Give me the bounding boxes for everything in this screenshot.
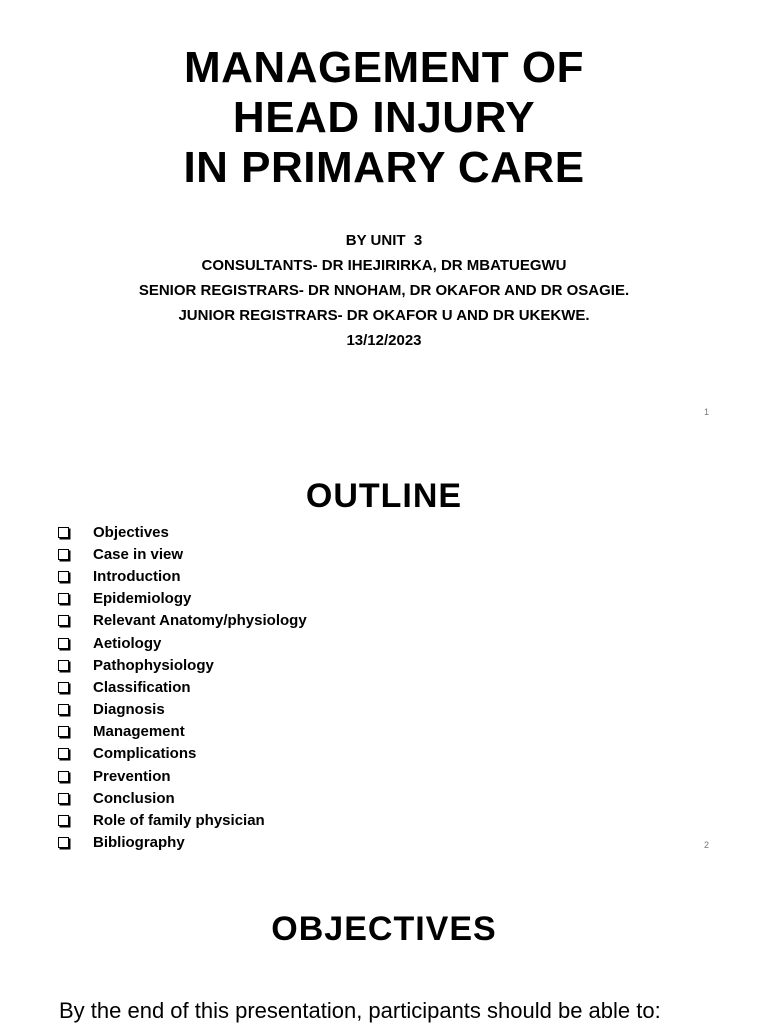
- title-line-2: HEAD INJURY: [232, 93, 536, 142]
- list-item-label: Introduction: [93, 567, 181, 585]
- list-item: [58, 787, 307, 809]
- checkbox-icon: [58, 748, 69, 759]
- list-item-label: Case in view: [93, 545, 184, 563]
- outline-title: OUTLINE: [305, 477, 463, 515]
- list-item-label: Diagnosis: [93, 701, 165, 719]
- list-item-label: Complications: [93, 745, 197, 763]
- checkbox-icon: [58, 527, 69, 538]
- list-item: [58, 632, 307, 654]
- checkbox-icon: [58, 549, 69, 560]
- list-item-label: Classification: [93, 678, 191, 696]
- outline-list: [58, 521, 307, 854]
- list-item: [58, 832, 307, 854]
- list-item: [58, 588, 307, 610]
- list-item: [58, 809, 307, 831]
- list-item-label: Relevant Anatomy/physiology: [93, 612, 307, 630]
- list-item: [58, 654, 307, 676]
- title-line-3: IN PRIMARY CARE: [183, 143, 585, 192]
- list-item: [58, 721, 307, 743]
- byline-date: 13/12/2023: [346, 332, 422, 349]
- list-item-label: Aetiology: [93, 634, 162, 652]
- list-item-label: Epidemiology: [93, 590, 192, 608]
- list-item-label: Management: [93, 723, 185, 741]
- checkbox-icon: [58, 726, 69, 737]
- byline-junior-registrars: JUNIOR REGISTRARS- DR OKAFOR U AND DR UKEKWE.: [178, 307, 590, 324]
- page-number: 1: [703, 407, 709, 417]
- checkbox-icon: [58, 704, 69, 715]
- objectives-title: OBJECTIVES: [271, 910, 497, 948]
- byline-unit: BY UNIT 3: [345, 232, 423, 249]
- checkbox-icon: [58, 638, 69, 649]
- checkbox-icon: [58, 571, 69, 582]
- byline: [0, 228, 768, 353]
- list-item: [58, 743, 307, 765]
- list-item: [58, 610, 307, 632]
- list-item: [58, 676, 307, 698]
- checkbox-icon: [58, 793, 69, 804]
- byline-senior-registrars: SENIOR REGISTRARS- DR NNOHAM, DR OKAFOR AND DR OSAGIE.: [138, 282, 630, 299]
- byline-consultants: CONSULTANTS- DR IHEJIRIRKA, DR MBATUEGWU: [201, 257, 567, 274]
- list-item-label: Pathophysiology: [93, 656, 214, 674]
- checkbox-icon: [58, 815, 69, 826]
- checkbox-icon: [58, 837, 69, 848]
- list-item-label: Objectives: [93, 523, 169, 541]
- list-item-label: Prevention: [93, 767, 171, 785]
- list-item-label: Bibliography: [93, 834, 185, 852]
- list-item: [58, 565, 307, 587]
- title-line-1: MANAGEMENT OF: [183, 43, 585, 92]
- checkbox-icon: [58, 615, 69, 626]
- slide-1: [0, 0, 768, 433]
- list-item: [58, 699, 307, 721]
- list-item: [58, 765, 307, 787]
- checkbox-icon: [58, 660, 69, 671]
- slide-3: [0, 866, 768, 1024]
- list-item: [58, 543, 307, 565]
- slide-2: [0, 433, 768, 866]
- presentation-title: [0, 43, 768, 193]
- list-item: [58, 521, 307, 543]
- page-number: 2: [703, 840, 709, 850]
- list-item-label: Conclusion: [93, 789, 175, 807]
- checkbox-icon: [58, 682, 69, 693]
- checkbox-icon: [58, 593, 69, 604]
- objectives-intro: By the end of this presentation, participants should be able to:: [59, 998, 661, 1023]
- checkbox-icon: [58, 771, 69, 782]
- list-item-label: Role of family physician: [93, 812, 265, 830]
